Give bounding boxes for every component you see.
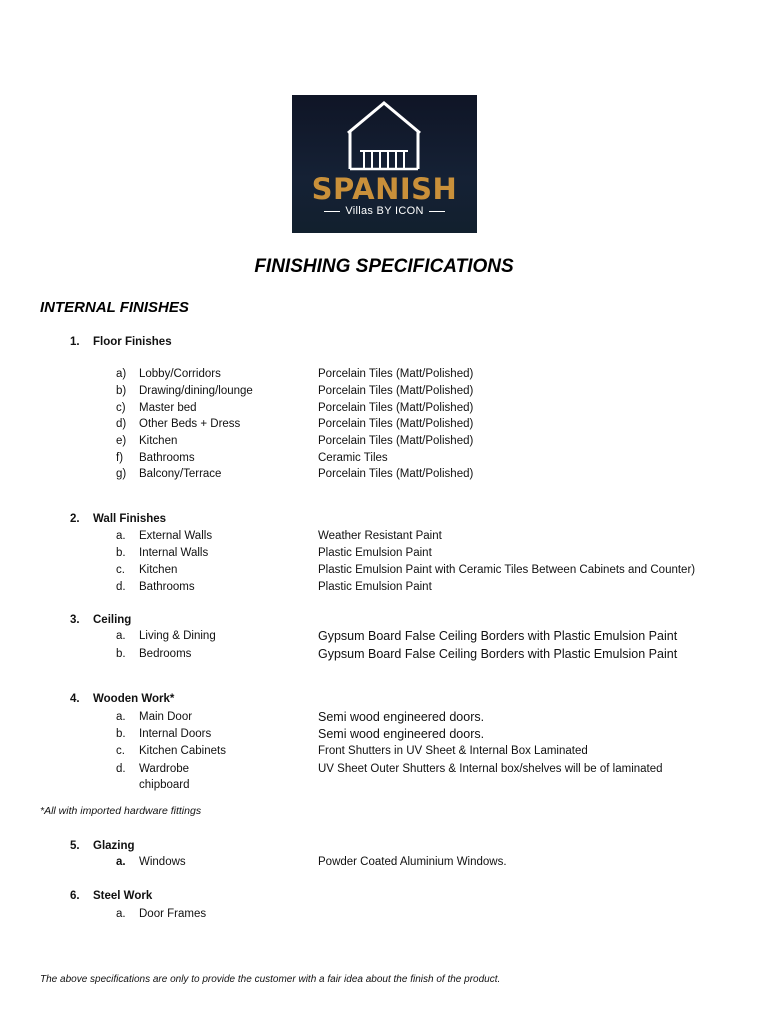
item-label: d. (116, 763, 126, 775)
item-name-continuation: chipboard (139, 779, 190, 791)
item-label: a. (116, 530, 126, 542)
item-spec: Porcelain Tiles (Matt/Polished) (318, 418, 474, 430)
item-label: a. (116, 711, 126, 723)
section-number: 2. (70, 513, 80, 525)
section-number: 1. (70, 336, 80, 348)
item-spec: Porcelain Tiles (Matt/Polished) (318, 368, 474, 380)
item-label: d. (116, 581, 126, 593)
section-title-steel-work: Steel Work (93, 890, 153, 902)
item-label: b) (116, 385, 127, 397)
section-number: 4. (70, 693, 80, 705)
logo-subtitle: Villas BY ICON (292, 205, 477, 217)
company-logo (292, 95, 477, 233)
item-spec: Plastic Emulsion Paint (318, 581, 432, 593)
item-name: Kitchen Cabinets (139, 745, 226, 757)
item-name: Bathrooms (139, 581, 195, 593)
item-label: d) (116, 418, 127, 430)
item-spec: Plastic Emulsion Paint with Ceramic Tiles Between Cabinets and Counter) (318, 564, 696, 576)
house-logo-icon (344, 99, 424, 173)
item-name: Main Door (139, 711, 193, 723)
item-spec: Porcelain Tiles (Matt/Polished) (318, 468, 474, 480)
item-name: Master bed (139, 402, 197, 414)
section-title-wooden-work: Wooden Work* (93, 693, 175, 705)
item-label: b. (116, 728, 126, 740)
item-label: b. (116, 547, 126, 559)
item-name: Bathrooms (139, 452, 195, 464)
item-spec: Front Shutters in UV Sheet & Internal Box Laminated (318, 745, 588, 757)
item-label: g) (116, 468, 127, 480)
item-label: a. (116, 630, 126, 642)
item-spec: Gypsum Board False Ceiling Borders with Plastic Emulsion Paint (318, 647, 678, 661)
item-label: f) (116, 452, 124, 464)
item-spec: UV Sheet Outer Shutters & Internal box/shelves will be of laminated (318, 763, 663, 775)
item-name: Lobby/Corridors (139, 368, 221, 380)
item-name: Living & Dining (139, 630, 216, 642)
item-name: Other Beds + Dress (139, 418, 241, 430)
item-spec: Ceramic Tiles (318, 452, 388, 464)
item-name: Internal Doors (139, 728, 212, 740)
section-title-glazing: Glazing (93, 840, 135, 852)
item-spec: Porcelain Tiles (Matt/Polished) (318, 435, 474, 447)
page-title: FINISHING SPECIFICATIONS (254, 256, 514, 277)
item-label: a. (116, 908, 126, 920)
section-heading: INTERNAL FINISHES (40, 299, 189, 316)
item-name: Door Frames (139, 908, 207, 920)
item-spec: Plastic Emulsion Paint (318, 547, 432, 559)
item-name: Balcony/Terrace (139, 468, 222, 480)
hardware-note: *All with imported hardware fittings (40, 805, 202, 817)
item-label: a) (116, 368, 127, 380)
item-spec: Porcelain Tiles (Matt/Polished) (318, 402, 474, 414)
item-spec: Weather Resistant Paint (318, 530, 442, 542)
item-label: c. (116, 745, 125, 757)
section-title-wall-finishes: Wall Finishes (93, 513, 167, 525)
item-spec: Semi wood engineered doors. (318, 710, 485, 724)
item-label: a. (116, 856, 126, 868)
item-name: Bedrooms (139, 648, 192, 660)
section-number: 6. (70, 890, 80, 902)
section-number: 5. (70, 840, 80, 852)
item-spec: Powder Coated Aluminium Windows. (318, 856, 507, 868)
item-label: e) (116, 435, 127, 447)
section-title-floor-finishes: Floor Finishes (93, 336, 172, 348)
section-number: 3. (70, 614, 80, 626)
item-name: Drawing/dining/lounge (139, 385, 253, 397)
item-name: Windows (139, 856, 186, 868)
item-name: Kitchen (139, 564, 178, 576)
item-name: External Walls (139, 530, 213, 542)
footer-note: The above specifications are only to provide the customer with a fair idea about the finish of the product. (40, 974, 501, 985)
item-spec: Semi wood engineered doors. (318, 727, 485, 741)
item-name: Internal Walls (139, 547, 209, 559)
item-label: c. (116, 564, 125, 576)
item-spec: Porcelain Tiles (Matt/Polished) (318, 385, 474, 397)
logo-brand-text: SPANISH (311, 172, 458, 206)
item-spec: Gypsum Board False Ceiling Borders with Plastic Emulsion Paint (318, 629, 678, 643)
item-name: Kitchen (139, 435, 178, 447)
item-label: c) (116, 402, 126, 414)
section-title-ceiling: Ceiling (93, 614, 132, 626)
item-name: Wardrobe (139, 763, 190, 775)
item-label: b. (116, 648, 126, 660)
